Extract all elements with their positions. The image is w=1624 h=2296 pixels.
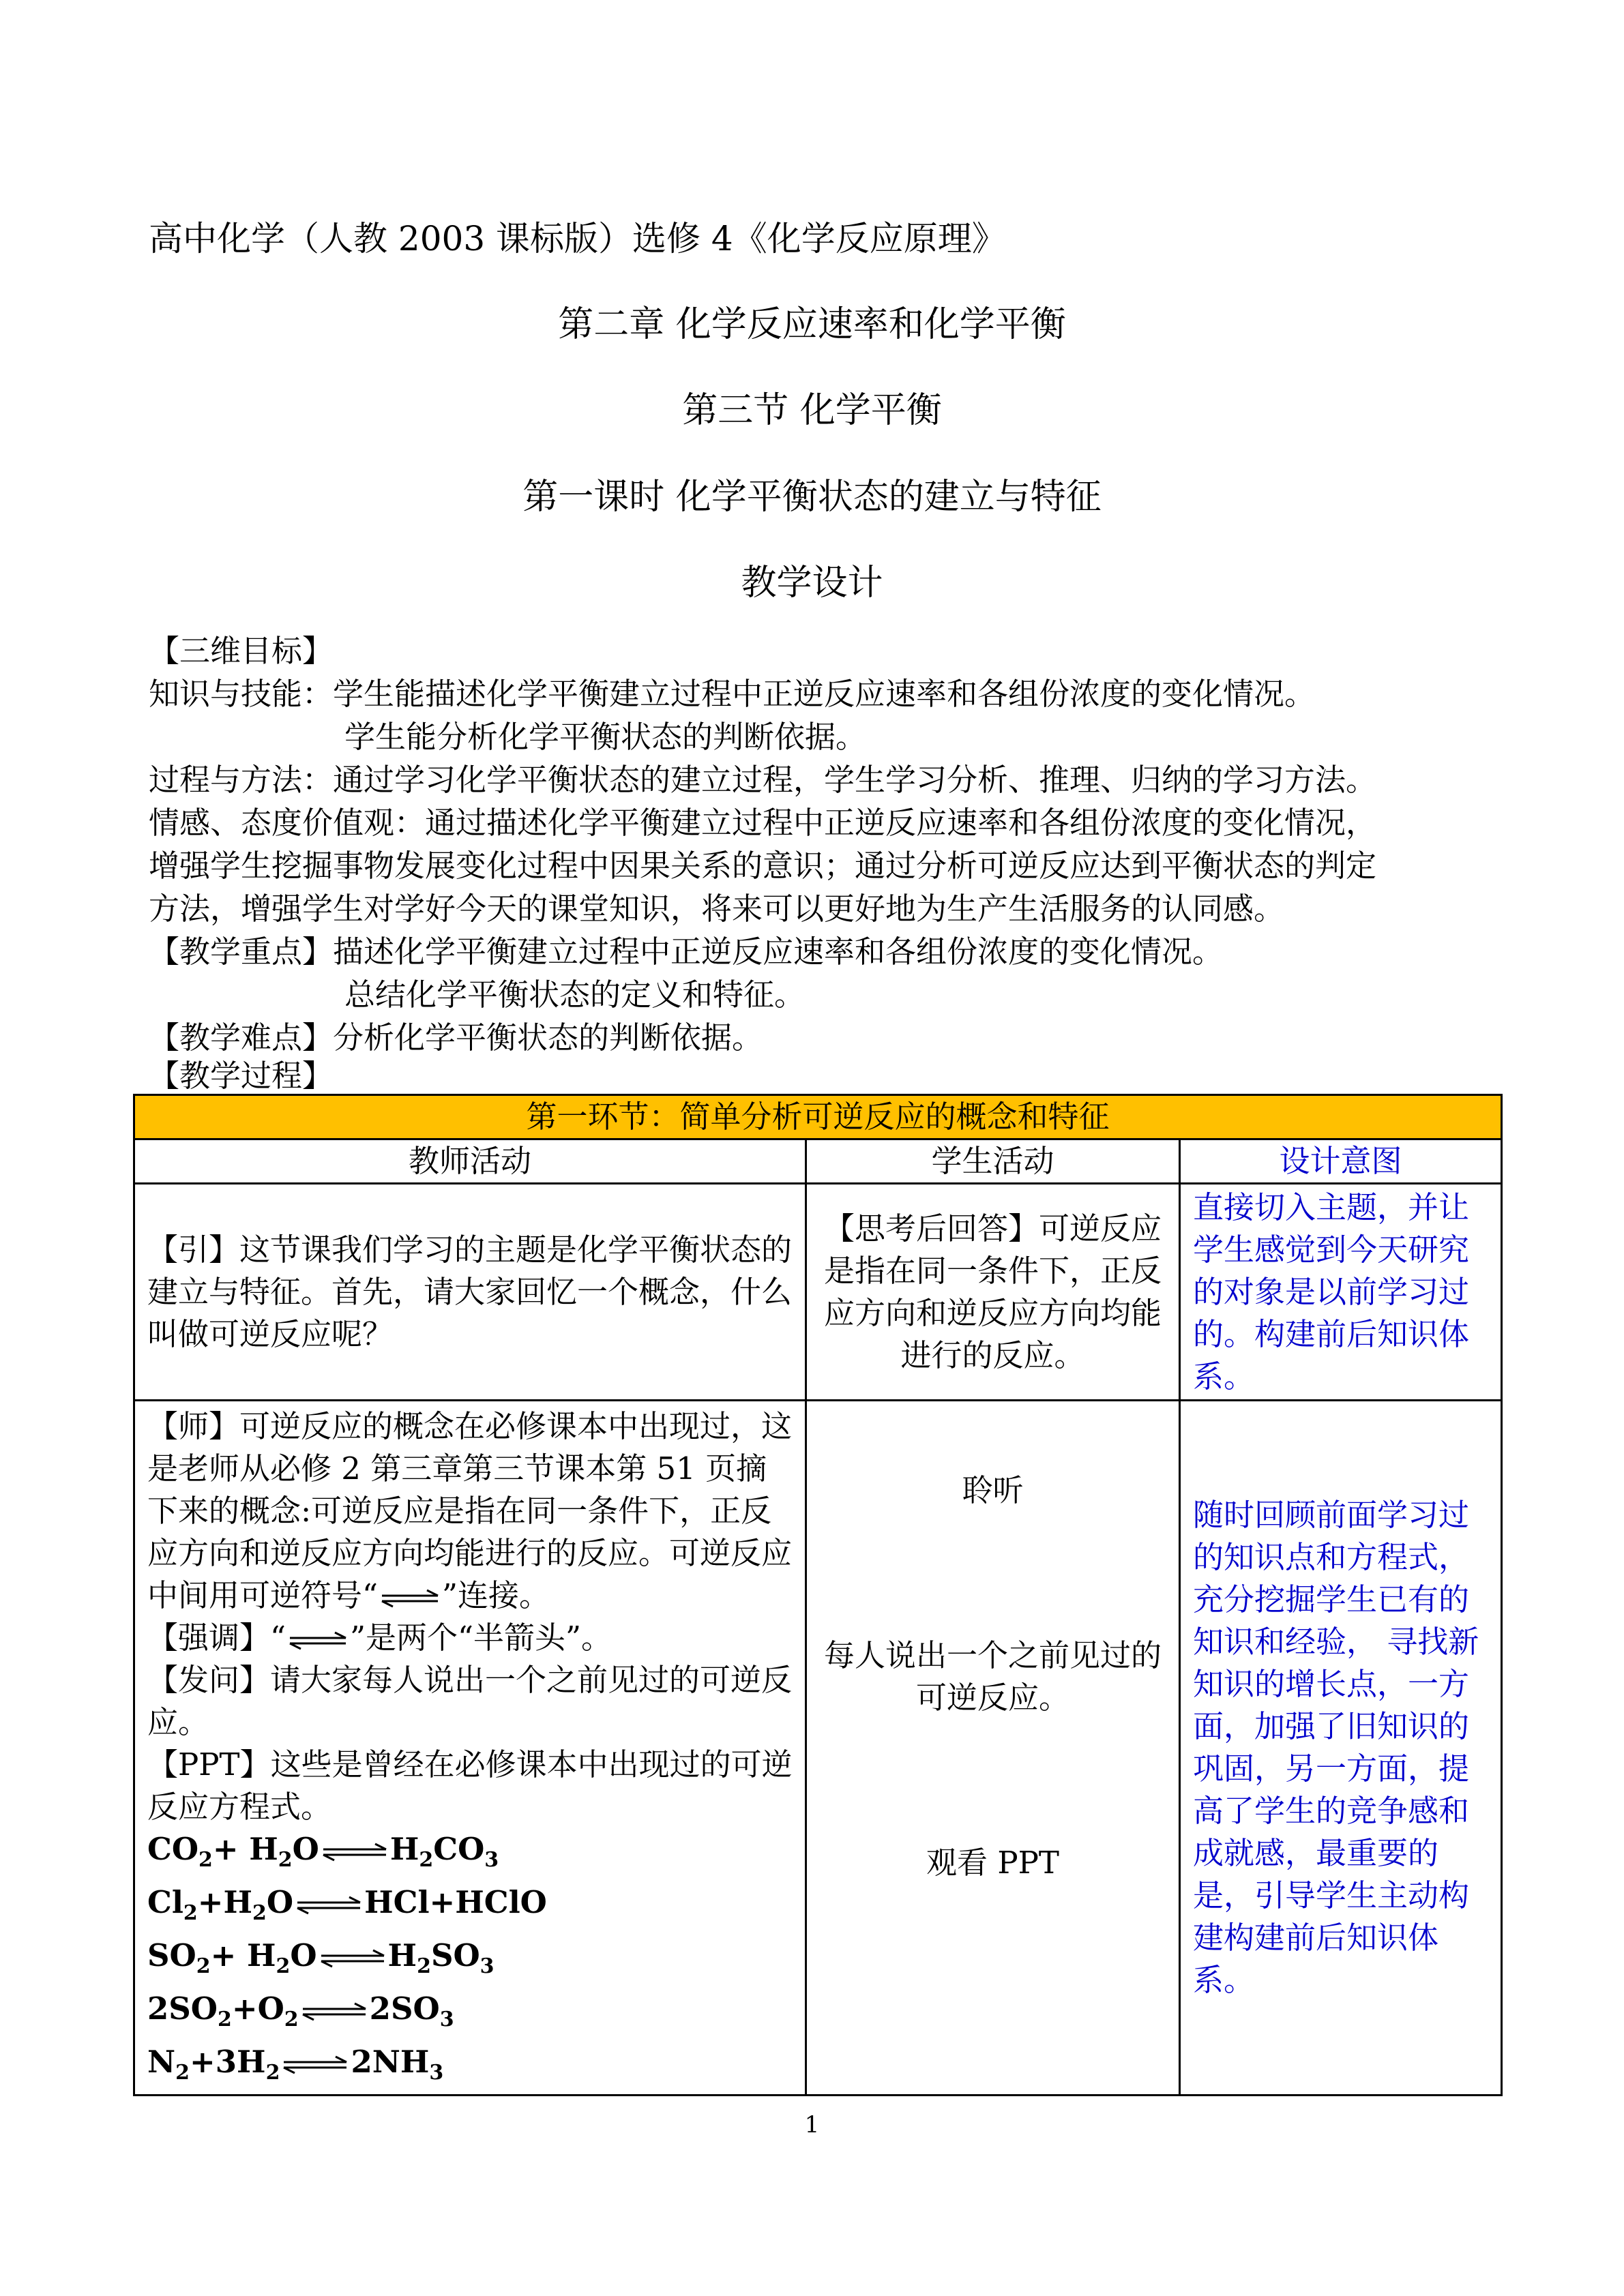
teacher-intro-text-a: 【师】可逆反应的概念在必修课本中出现过，这是老师从必修 2 第三章第三节课本第 51 页摘下来的概念:可逆反应是指在同一条件下，正反应方向和逆反应方向均能进行的反应。可逆反应中间用可逆符号“ [147,1408,793,1613]
equation-line [147,1935,793,1988]
equation-line [147,1881,793,1935]
formula-subscript: 3 [479,1954,494,1978]
goal-emotion-3: 方法，增强学生对学好今天的课堂知识，将来可以更好地为生产生活服务的认同感。 [149,891,1285,927]
formula-text: +3H [190,2044,266,2080]
spacer [819,1512,1166,1635]
course-title: 高中化学（人教 2003 课标版）选修 4《化学反应原理》 [149,219,1006,258]
formula-subscript: 3 [429,2061,444,2085]
formula-subscript: 2 [218,2008,232,2031]
formula-text: Cl [147,1884,183,1920]
reversible-arrow-icon [319,1948,387,1969]
formula-text: HCl+HClO [364,1884,547,1920]
table-section-row [134,1095,1502,1139]
formula-subscript: 2 [196,1954,211,1978]
teacher-ppt: 【PPT】这些是曾经在必修课本中出现过的可逆反应方程式。 [147,1746,793,1825]
formula-text: 2SO [147,1991,218,2027]
difficulty: 【教学难点】分析化学平衡状态的判断依据。 [149,1019,763,1056]
formula-text: 2SO [369,1991,440,2027]
student-answer: 每人说出一个之前见过的可逆反应。 [823,1637,1162,1716]
equation-line [147,2041,793,2094]
key-point-2: 总结化学平衡状态的定义和特征。 [344,976,806,1013]
col-teacher-header: 教师活动 [134,1139,806,1184]
formula-subscript: 2 [417,1954,431,1978]
formula-text: N [147,2044,176,2080]
student-watch-ppt: 观看 PPT [926,1845,1059,1881]
lesson-title: 第一课时 化学平衡状态的建立与特征 [522,477,1102,518]
equation-line [147,1988,793,2041]
teacher-intro-text-b: ”连接。 [442,1577,550,1613]
formula-subscript: 2 [198,1848,213,1872]
lesson-table [133,1094,1503,2096]
section-header-cell: 第一环节：简单分析可逆反应的概念和特征 [134,1095,1502,1139]
formula-subscript: 2 [284,2008,299,2031]
chapter-title: 第二章 化学反应速率和化学平衡 [558,304,1066,345]
reversible-arrow-icon [281,2055,349,2075]
spacer [819,1719,1166,1842]
reversible-arrow-icon [295,1895,363,1915]
formula-text: O [290,1937,317,1973]
formula-subscript: 2 [252,1901,267,1925]
formula-text: 2NH [351,2044,430,2080]
goal-emotion-2: 增强学生挖掘事物发展变化过程中因果关系的意识；通过分析可逆反应达到平衡状态的判定 [149,848,1377,884]
table-row [134,1401,1502,2096]
formula-text: + H [212,1831,278,1867]
reversible-arrow-icon [321,1842,389,1862]
col-design-header: 设计意图 [1180,1139,1502,1184]
row1-student-cell: 【思考后回答】可逆反应是指在同一条件下，正反应方向和逆反应方向均能进行的反应。 [806,1184,1180,1401]
formula-subscript: 2 [183,1901,198,1925]
formula-subscript: 2 [175,2061,190,2085]
teacher-emphasis-text-b: ”是两个“半箭头”。 [350,1620,612,1656]
table-column-header-row [134,1139,1502,1184]
key-point-1: 【教学重点】描述化学平衡建立过程中正逆反应速率和各组份浓度的变化情况。 [149,934,1224,970]
goal-process: 过程与方法：通过学习化学平衡状态的建立过程，学生学习分析、推理、归纳的学习方法。 [149,762,1377,798]
teacher-question: 【发问】请大家每人说出一个之前见过的可逆反应。 [147,1662,793,1740]
formula-text: SO [430,1937,480,1973]
formula-text: O [292,1831,319,1867]
reversible-arrow-icon [300,2001,368,2022]
formula-text: + H [210,1937,276,1973]
formula-subscript: 2 [265,2061,280,2085]
formula-text: H [389,1831,419,1867]
formula-text: +O [231,1991,284,2027]
teacher-emphasis-text-a: 【强调】“ [147,1620,286,1656]
goals-heading: 【三维目标】 [149,633,334,669]
row2-design-cell: 随时回顾前面学习过的知识点和方程式，充分挖掘学生已有的知识和经验， 寻找新知识的增长点，一方面，加强了旧知识的巩固，另一方面，提高了学生的竞争感和成就感，最重要的是，引导学生主动构建构建前后知识体系。 [1180,1401,1502,2096]
formula-text: SO [147,1937,196,1973]
goal-knowledge-1: 知识与技能：学生能描述化学平衡建立过程中正逆反应速率和各组份浓度的变化情况。 [149,676,1316,712]
student-listen: 聆听 [962,1472,1024,1508]
table-row [134,1184,1502,1401]
goal-emotion-1: 情感、态度价值观：通过描述化学平衡建立过程中正逆反应速率和各组份浓度的变化情况， [149,805,1377,841]
row2-teacher-cell [134,1401,806,2096]
row1-design-cell: 直接切入主题，并让学生感觉到今天研究的对象是以前学习过的。构建前后知识体系。 [1180,1184,1502,1401]
goal-knowledge-2: 学生能分析化学平衡状态的判断依据。 [344,719,867,755]
equation-list [147,1828,793,2094]
teacher-emphasis [147,1617,793,1659]
row1-teacher-cell: 【引】这节课我们学习的主题是化学平衡状态的建立与特征。首先，请大家回忆一个概念，什么叫做可逆反应呢？ [134,1184,806,1401]
formula-subscript: 3 [439,2008,454,2031]
formula-subscript: 3 [484,1848,499,1872]
page-number: 1 [804,2111,820,2138]
teacher-intro [147,1408,792,1613]
equation-line [147,1828,793,1881]
formula-subscript: 2 [419,1848,434,1872]
process-heading: 【教学过程】 [149,1058,334,1094]
row2-student-cell [806,1401,1180,2096]
formula-subscript: 2 [276,1954,291,1978]
formula-text: +H [197,1884,253,1920]
reversible-arrow-icon [287,1630,349,1651]
formula-text: CO [147,1831,199,1867]
design-title: 教学设计 [741,563,883,603]
formula-text: O [266,1884,294,1920]
col-student-header: 学生活动 [806,1139,1180,1184]
reversible-arrow-icon [379,1588,441,1609]
formula-text: CO [433,1831,485,1867]
formula-subscript: 2 [278,1848,293,1872]
formula-text: H [387,1937,417,1973]
section-title: 第三节 化学平衡 [682,390,942,431]
